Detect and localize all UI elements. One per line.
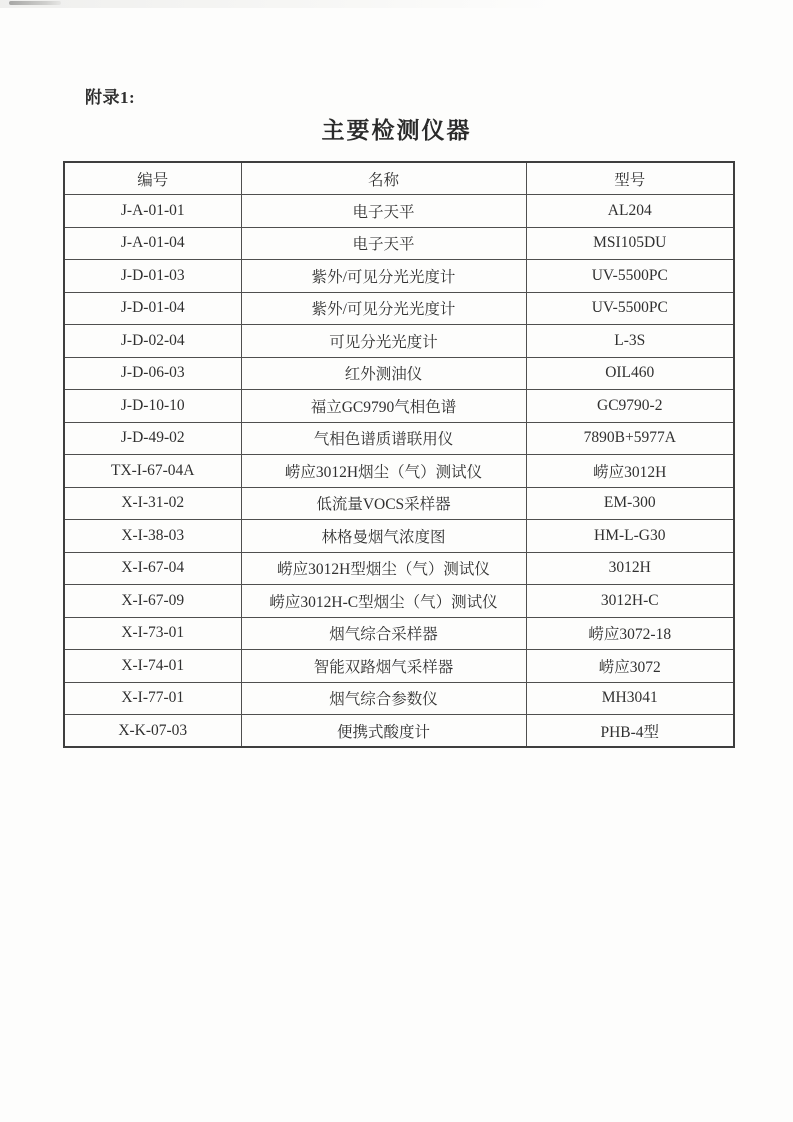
cell-model: EM-300	[526, 487, 734, 520]
cell-model: OIL460	[526, 357, 734, 390]
cell-model: UV-5500PC	[526, 260, 734, 293]
table-row	[64, 585, 734, 618]
table-row	[64, 390, 734, 423]
table-header-row	[64, 162, 734, 195]
table-row	[64, 357, 734, 390]
cell-model: 3012H	[526, 552, 734, 585]
cell-name: 气相色谱质谱联用仪	[241, 422, 526, 455]
cell-name: 便携式酸度计	[241, 715, 526, 748]
cell-name: 可见分光光度计	[241, 325, 526, 358]
cell-code: J-D-10-10	[64, 390, 241, 423]
cell-code: TX-I-67-04A	[64, 455, 241, 488]
cell-code: X-I-67-04	[64, 552, 241, 585]
table-row	[64, 260, 734, 293]
table-row	[64, 227, 734, 260]
scan-edge-artifact	[0, 0, 793, 8]
cell-code: J-D-02-04	[64, 325, 241, 358]
cell-name: 林格曼烟气浓度图	[241, 520, 526, 553]
table-row	[64, 292, 734, 325]
cell-name: 紫外/可见分光光度计	[241, 292, 526, 325]
cell-code: J-D-01-03	[64, 260, 241, 293]
cell-code: J-D-01-04	[64, 292, 241, 325]
table-row	[64, 487, 734, 520]
table-row	[64, 682, 734, 715]
cell-code: J-A-01-04	[64, 227, 241, 260]
cell-model: 7890B+5977A	[526, 422, 734, 455]
table-row	[64, 552, 734, 585]
table-row	[64, 650, 734, 683]
cell-model: PHB-4型	[526, 715, 734, 748]
cell-code: X-I-67-09	[64, 585, 241, 618]
table-row	[64, 715, 734, 748]
table-row	[64, 520, 734, 553]
cell-name: 烟气综合参数仪	[241, 682, 526, 715]
cell-name: 崂应3012H-C型烟尘（气）测试仪	[241, 585, 526, 618]
cell-code: X-K-07-03	[64, 715, 241, 748]
cell-name: 崂应3012H烟尘（气）测试仪	[241, 455, 526, 488]
appendix-label: 附录1:	[85, 88, 136, 107]
cell-model: AL204	[526, 195, 734, 228]
table-row	[64, 617, 734, 650]
cell-model: MSI105DU	[526, 227, 734, 260]
cell-model: 崂应3012H	[526, 455, 734, 488]
header-cell-name: 名称	[241, 162, 526, 195]
cell-name: 紫外/可见分光光度计	[241, 260, 526, 293]
cell-name: 智能双路烟气采样器	[241, 650, 526, 683]
header-cell-code: 编号	[64, 162, 241, 195]
table-row	[64, 422, 734, 455]
cell-code: J-A-01-01	[64, 195, 241, 228]
document-title: 主要检测仪器	[321, 118, 472, 143]
instruments-table	[63, 161, 735, 748]
cell-name: 崂应3012H型烟尘（气）测试仪	[241, 552, 526, 585]
cell-model: GC9790-2	[526, 390, 734, 423]
table-row	[64, 325, 734, 358]
cell-model: 崂应3072	[526, 650, 734, 683]
cell-name: 电子天平	[241, 195, 526, 228]
cell-model: 崂应3072-18	[526, 617, 734, 650]
cell-code: J-D-06-03	[64, 357, 241, 390]
cell-model: HM-L-G30	[526, 520, 734, 553]
cell-name: 电子天平	[241, 227, 526, 260]
cell-model: 3012H-C	[526, 585, 734, 618]
cell-name: 低流量VOCS采样器	[241, 487, 526, 520]
cell-code: X-I-73-01	[64, 617, 241, 650]
table-body	[64, 195, 734, 748]
table-row	[64, 455, 734, 488]
cell-model: UV-5500PC	[526, 292, 734, 325]
table-row	[64, 195, 734, 228]
cell-code: X-I-38-03	[64, 520, 241, 553]
cell-code: J-D-49-02	[64, 422, 241, 455]
cell-model: L-3S	[526, 325, 734, 358]
cell-model: MH3041	[526, 682, 734, 715]
header-cell-model: 型号	[526, 162, 734, 195]
scan-mark-artifact	[9, 1, 61, 5]
cell-code: X-I-77-01	[64, 682, 241, 715]
cell-code: X-I-74-01	[64, 650, 241, 683]
cell-name: 红外测油仪	[241, 357, 526, 390]
cell-code: X-I-31-02	[64, 487, 241, 520]
cell-name: 福立GC9790气相色谱	[241, 390, 526, 423]
cell-name: 烟气综合采样器	[241, 617, 526, 650]
